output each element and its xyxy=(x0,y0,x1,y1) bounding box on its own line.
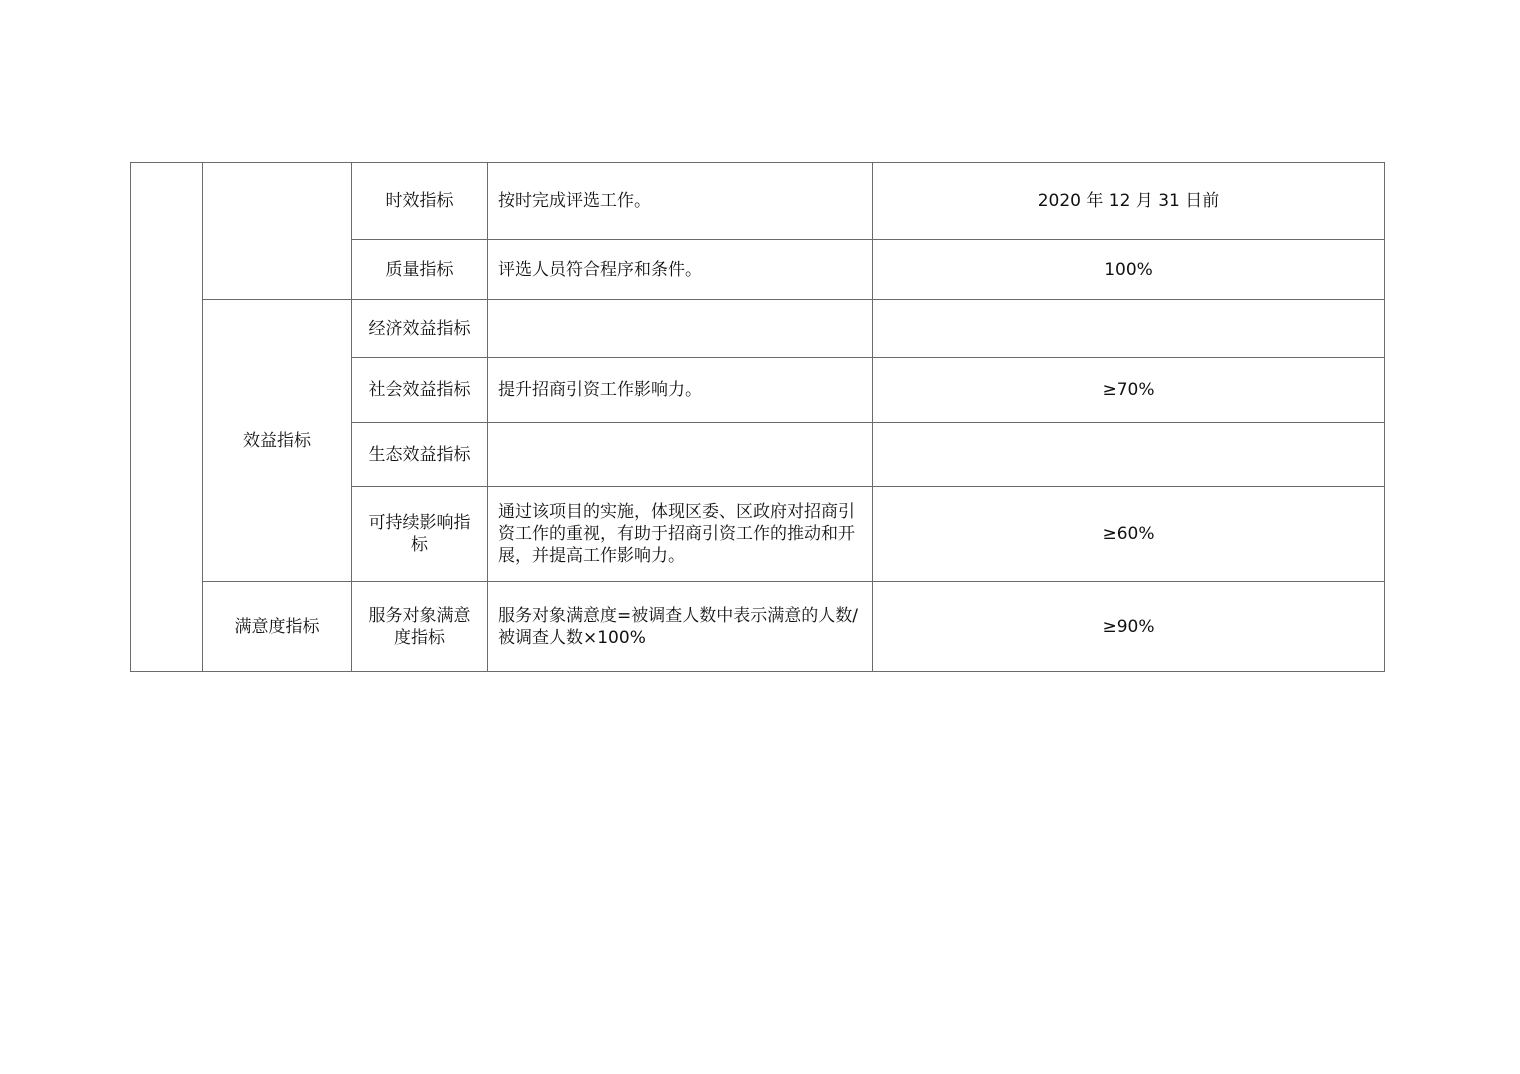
level3-cell: 可持续影响指标 xyxy=(352,487,488,582)
content-cell: 评选人员符合程序和条件。 xyxy=(488,240,873,300)
level3-cell: 服务对象满意度指标 xyxy=(352,582,488,672)
content-cell: 通过该项目的实施，体现区委、区政府对招商引资工作的重视，有助于招商引资工作的推动和开展，并提高工作影响力。 xyxy=(488,487,873,582)
content-cell xyxy=(488,300,873,358)
value-cell xyxy=(873,423,1385,487)
level3-cell: 生态效益指标 xyxy=(352,423,488,487)
performance-metrics-table xyxy=(130,162,1385,672)
content-cell xyxy=(488,423,873,487)
value-cell xyxy=(873,300,1385,358)
table-row xyxy=(131,300,1385,358)
value-cell: ≥70% xyxy=(873,358,1385,423)
table-row xyxy=(131,163,1385,240)
value-cell: 2020 年 12 月 31 日前 xyxy=(873,163,1385,240)
level3-cell: 时效指标 xyxy=(352,163,488,240)
level2-cell: 满意度指标 xyxy=(203,582,352,672)
value-cell: ≥90% xyxy=(873,582,1385,672)
table-row xyxy=(131,582,1385,672)
level3-cell: 质量指标 xyxy=(352,240,488,300)
content-cell: 服务对象满意度=被调查人数中表示满意的人数/被调查人数×100% xyxy=(488,582,873,672)
content-cell: 按时完成评选工作。 xyxy=(488,163,873,240)
value-cell: ≥60% xyxy=(873,487,1385,582)
level2-cell: 效益指标 xyxy=(203,300,352,582)
level3-cell: 经济效益指标 xyxy=(352,300,488,358)
level1-cell xyxy=(131,163,203,672)
content-cell: 提升招商引资工作影响力。 xyxy=(488,358,873,423)
level3-cell: 社会效益指标 xyxy=(352,358,488,423)
level2-cell xyxy=(203,163,352,300)
value-cell: 100% xyxy=(873,240,1385,300)
